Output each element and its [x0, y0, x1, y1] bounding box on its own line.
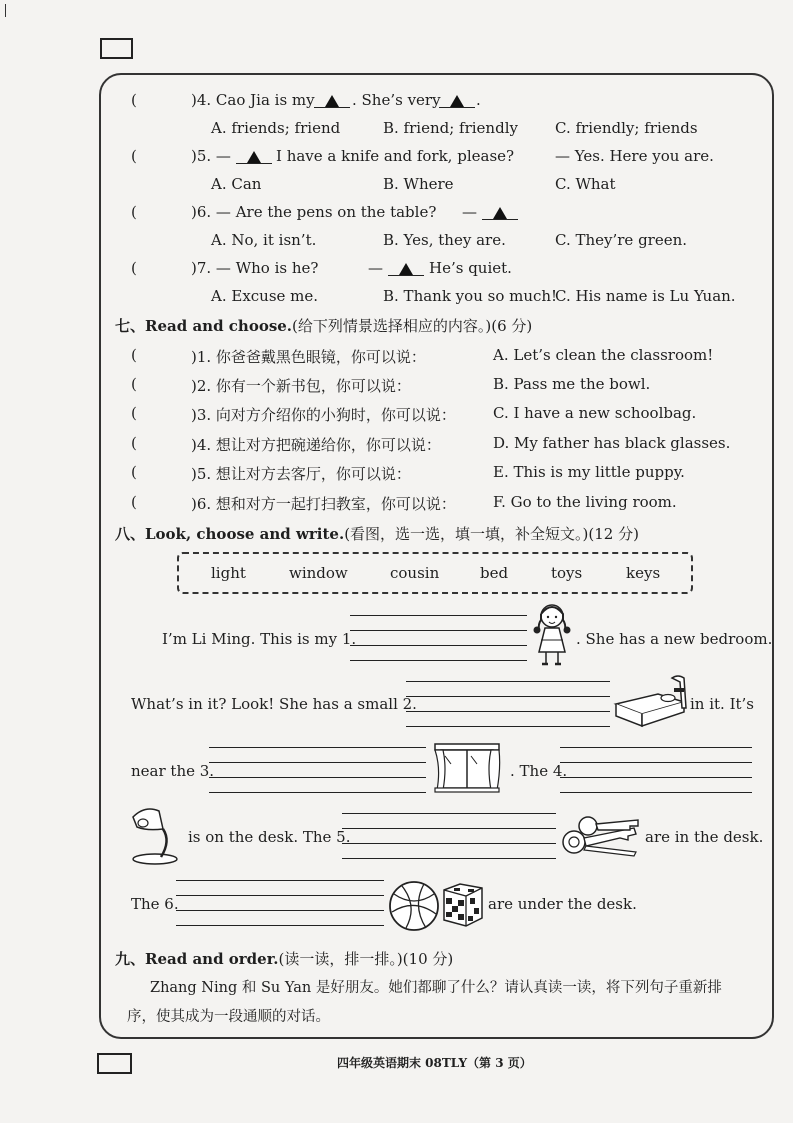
writing-line[interactable]: [209, 762, 426, 763]
option: C. What: [555, 175, 616, 193]
writing-line[interactable]: [560, 777, 752, 778]
writing-line[interactable]: [342, 813, 556, 814]
writing-line[interactable]: [350, 630, 527, 631]
instruction-text: 序，使其成为一段通顺的对话。: [127, 1009, 330, 1025]
reply-text: —: [368, 259, 383, 277]
situation-text: )1. 你爸爸戴黑色眼镜，你可以说：: [191, 348, 426, 366]
writing-line[interactable]: [350, 645, 527, 646]
question-stem: . She’s very: [352, 91, 441, 109]
passage-text: are in the desk.: [645, 828, 764, 846]
situation-text: )5. 想让对方去客厅，你可以说：: [191, 465, 411, 483]
answer-blank: [314, 91, 350, 108]
instruction-text: Zhang Ning 和 Su Yan 是好朋友。她们都聊了什么？请认真读一读，将下列句子重新排: [150, 980, 722, 996]
situation-text: )6. 想和对方一起打扫教室，你可以说：: [191, 495, 456, 513]
answer-paren[interactable]: (: [131, 203, 137, 221]
option: A. Excuse me.: [211, 287, 319, 305]
answer-paren[interactable]: (: [131, 259, 137, 277]
word-bank-item: bed: [480, 564, 509, 582]
word-bank-item: keys: [626, 564, 661, 582]
reply-text: He’s quiet.: [429, 259, 512, 277]
writing-line[interactable]: [342, 858, 556, 859]
section-subtitle: (读一读，排一排。)(10 分): [278, 950, 454, 968]
writing-line[interactable]: [406, 696, 610, 697]
toys-picture: [388, 878, 486, 932]
reply-text: — Yes. Here you are.: [555, 147, 714, 165]
answer-paren[interactable]: (: [131, 434, 137, 452]
question-stem: I have a knife and fork, please?: [276, 147, 515, 165]
option: C. friendly; friends: [555, 119, 698, 137]
section-title-text: 九、Read and order.: [115, 950, 279, 968]
word-bank-item: light: [211, 564, 246, 582]
triangle-marker-icon: [325, 95, 339, 107]
answer-blank: [236, 147, 272, 164]
desk-lamp-picture: [127, 803, 183, 867]
reply-text: —: [462, 203, 477, 221]
top-corner-box: [100, 38, 133, 59]
passage-text: are under the desk.: [488, 895, 637, 913]
writing-line[interactable]: [176, 880, 384, 881]
answer-blank: [388, 259, 424, 276]
option: B. Yes, they are.: [383, 231, 506, 249]
question-stem: )6. — Are the pens on the table?: [191, 203, 437, 221]
passage-text: . The 4.: [510, 762, 568, 780]
match-option: F. Go to the living room.: [493, 493, 677, 511]
word-bank-item: toys: [551, 564, 583, 582]
answer-paren[interactable]: (: [131, 493, 137, 511]
writing-line[interactable]: [560, 747, 752, 748]
passage-text: . She has a new bedroom.: [576, 630, 773, 648]
passage-text: is on the desk. The 5.: [188, 828, 351, 846]
match-option: D. My father has black glasses.: [493, 434, 731, 452]
writing-line[interactable]: [342, 843, 556, 844]
section-title-text: 八、Look, choose and write.: [115, 525, 345, 543]
word-bank-item: window: [289, 564, 348, 582]
answer-paren[interactable]: (: [131, 375, 137, 393]
option: B. Where: [383, 175, 454, 193]
bed-picture: [612, 672, 688, 732]
triangle-marker-icon: [493, 207, 507, 219]
section-subtitle: (给下列情景选择相应的内容。)(6 分): [292, 317, 533, 335]
girl-cousin-picture: [531, 600, 573, 670]
writing-line[interactable]: [209, 777, 426, 778]
option: B. friend; friendly: [383, 119, 518, 137]
option: A. Can: [211, 175, 262, 193]
passage-text: near the 3.: [131, 762, 215, 780]
writing-line[interactable]: [350, 660, 527, 661]
window-picture: [431, 740, 503, 796]
writing-line[interactable]: [176, 925, 384, 926]
section-title: [115, 948, 453, 969]
passage-text: in it. It’s: [690, 695, 755, 713]
writing-line[interactable]: [342, 828, 556, 829]
answer-paren[interactable]: (: [131, 91, 137, 109]
section-title-text: 七、Read and choose.: [115, 317, 293, 335]
writing-line[interactable]: [560, 792, 752, 793]
answer-blank: [482, 203, 518, 220]
option: A. friends; friend: [211, 119, 341, 137]
situation-text: )3. 向对方介绍你的小狗时，你可以说：: [191, 406, 456, 424]
writing-line[interactable]: [176, 895, 384, 896]
writing-line[interactable]: [406, 711, 610, 712]
word-bank-item: cousin: [390, 564, 440, 582]
answer-paren[interactable]: (: [131, 463, 137, 481]
question-stem: )4. Cao Jia is my: [191, 91, 315, 109]
option: C. His name is Lu Yuan.: [555, 287, 736, 305]
writing-line[interactable]: [560, 762, 752, 763]
triangle-marker-icon: [247, 151, 261, 163]
option: B. Thank you so much!: [383, 287, 558, 305]
question-stem: )7. — Who is he?: [191, 259, 319, 277]
triangle-marker-icon: [399, 263, 413, 275]
situation-text: )4. 想让对方把碗递给你，你可以说：: [191, 436, 441, 454]
writing-line[interactable]: [209, 747, 426, 748]
question-stem: .: [476, 91, 481, 109]
section-subtitle: (看图，选一选，填一填，补全短文。)(12 分): [344, 525, 639, 543]
match-option: B. Pass me the bowl.: [493, 375, 651, 393]
match-option: C. I have a new schoolbag.: [493, 404, 697, 422]
situation-text: )2. 你有一个新书包，你可以说：: [191, 377, 411, 395]
writing-line[interactable]: [406, 726, 610, 727]
keys-picture: [558, 812, 642, 858]
writing-line[interactable]: [176, 910, 384, 911]
match-option: E. This is my little puppy.: [493, 463, 685, 481]
triangle-marker-icon: [450, 95, 464, 107]
page-footer: 四年级英语期末 08TLY（第 3 页）: [337, 1056, 532, 1070]
writing-line[interactable]: [209, 792, 426, 793]
answer-blank: [439, 91, 475, 108]
writing-line[interactable]: [406, 681, 610, 682]
match-option: A. Let’s clean the classroom!: [493, 346, 714, 364]
writing-line[interactable]: [350, 615, 527, 616]
answer-paren[interactable]: (: [131, 404, 137, 422]
answer-paren[interactable]: (: [131, 147, 137, 165]
passage-text: The 6.: [131, 895, 179, 913]
passage-text: I’m Li Ming. This is my 1.: [162, 630, 357, 648]
question-stem: )5. —: [191, 147, 231, 165]
edge-mark: [5, 4, 6, 17]
option: A. No, it isn’t.: [211, 231, 317, 249]
option: C. They’re green.: [555, 231, 688, 249]
bottom-corner-box: [97, 1053, 132, 1074]
passage-text: What’s in it? Look! She has a small 2.: [131, 695, 417, 713]
section-title: [115, 523, 639, 544]
answer-paren[interactable]: (: [131, 346, 137, 364]
section-title: [115, 315, 532, 336]
